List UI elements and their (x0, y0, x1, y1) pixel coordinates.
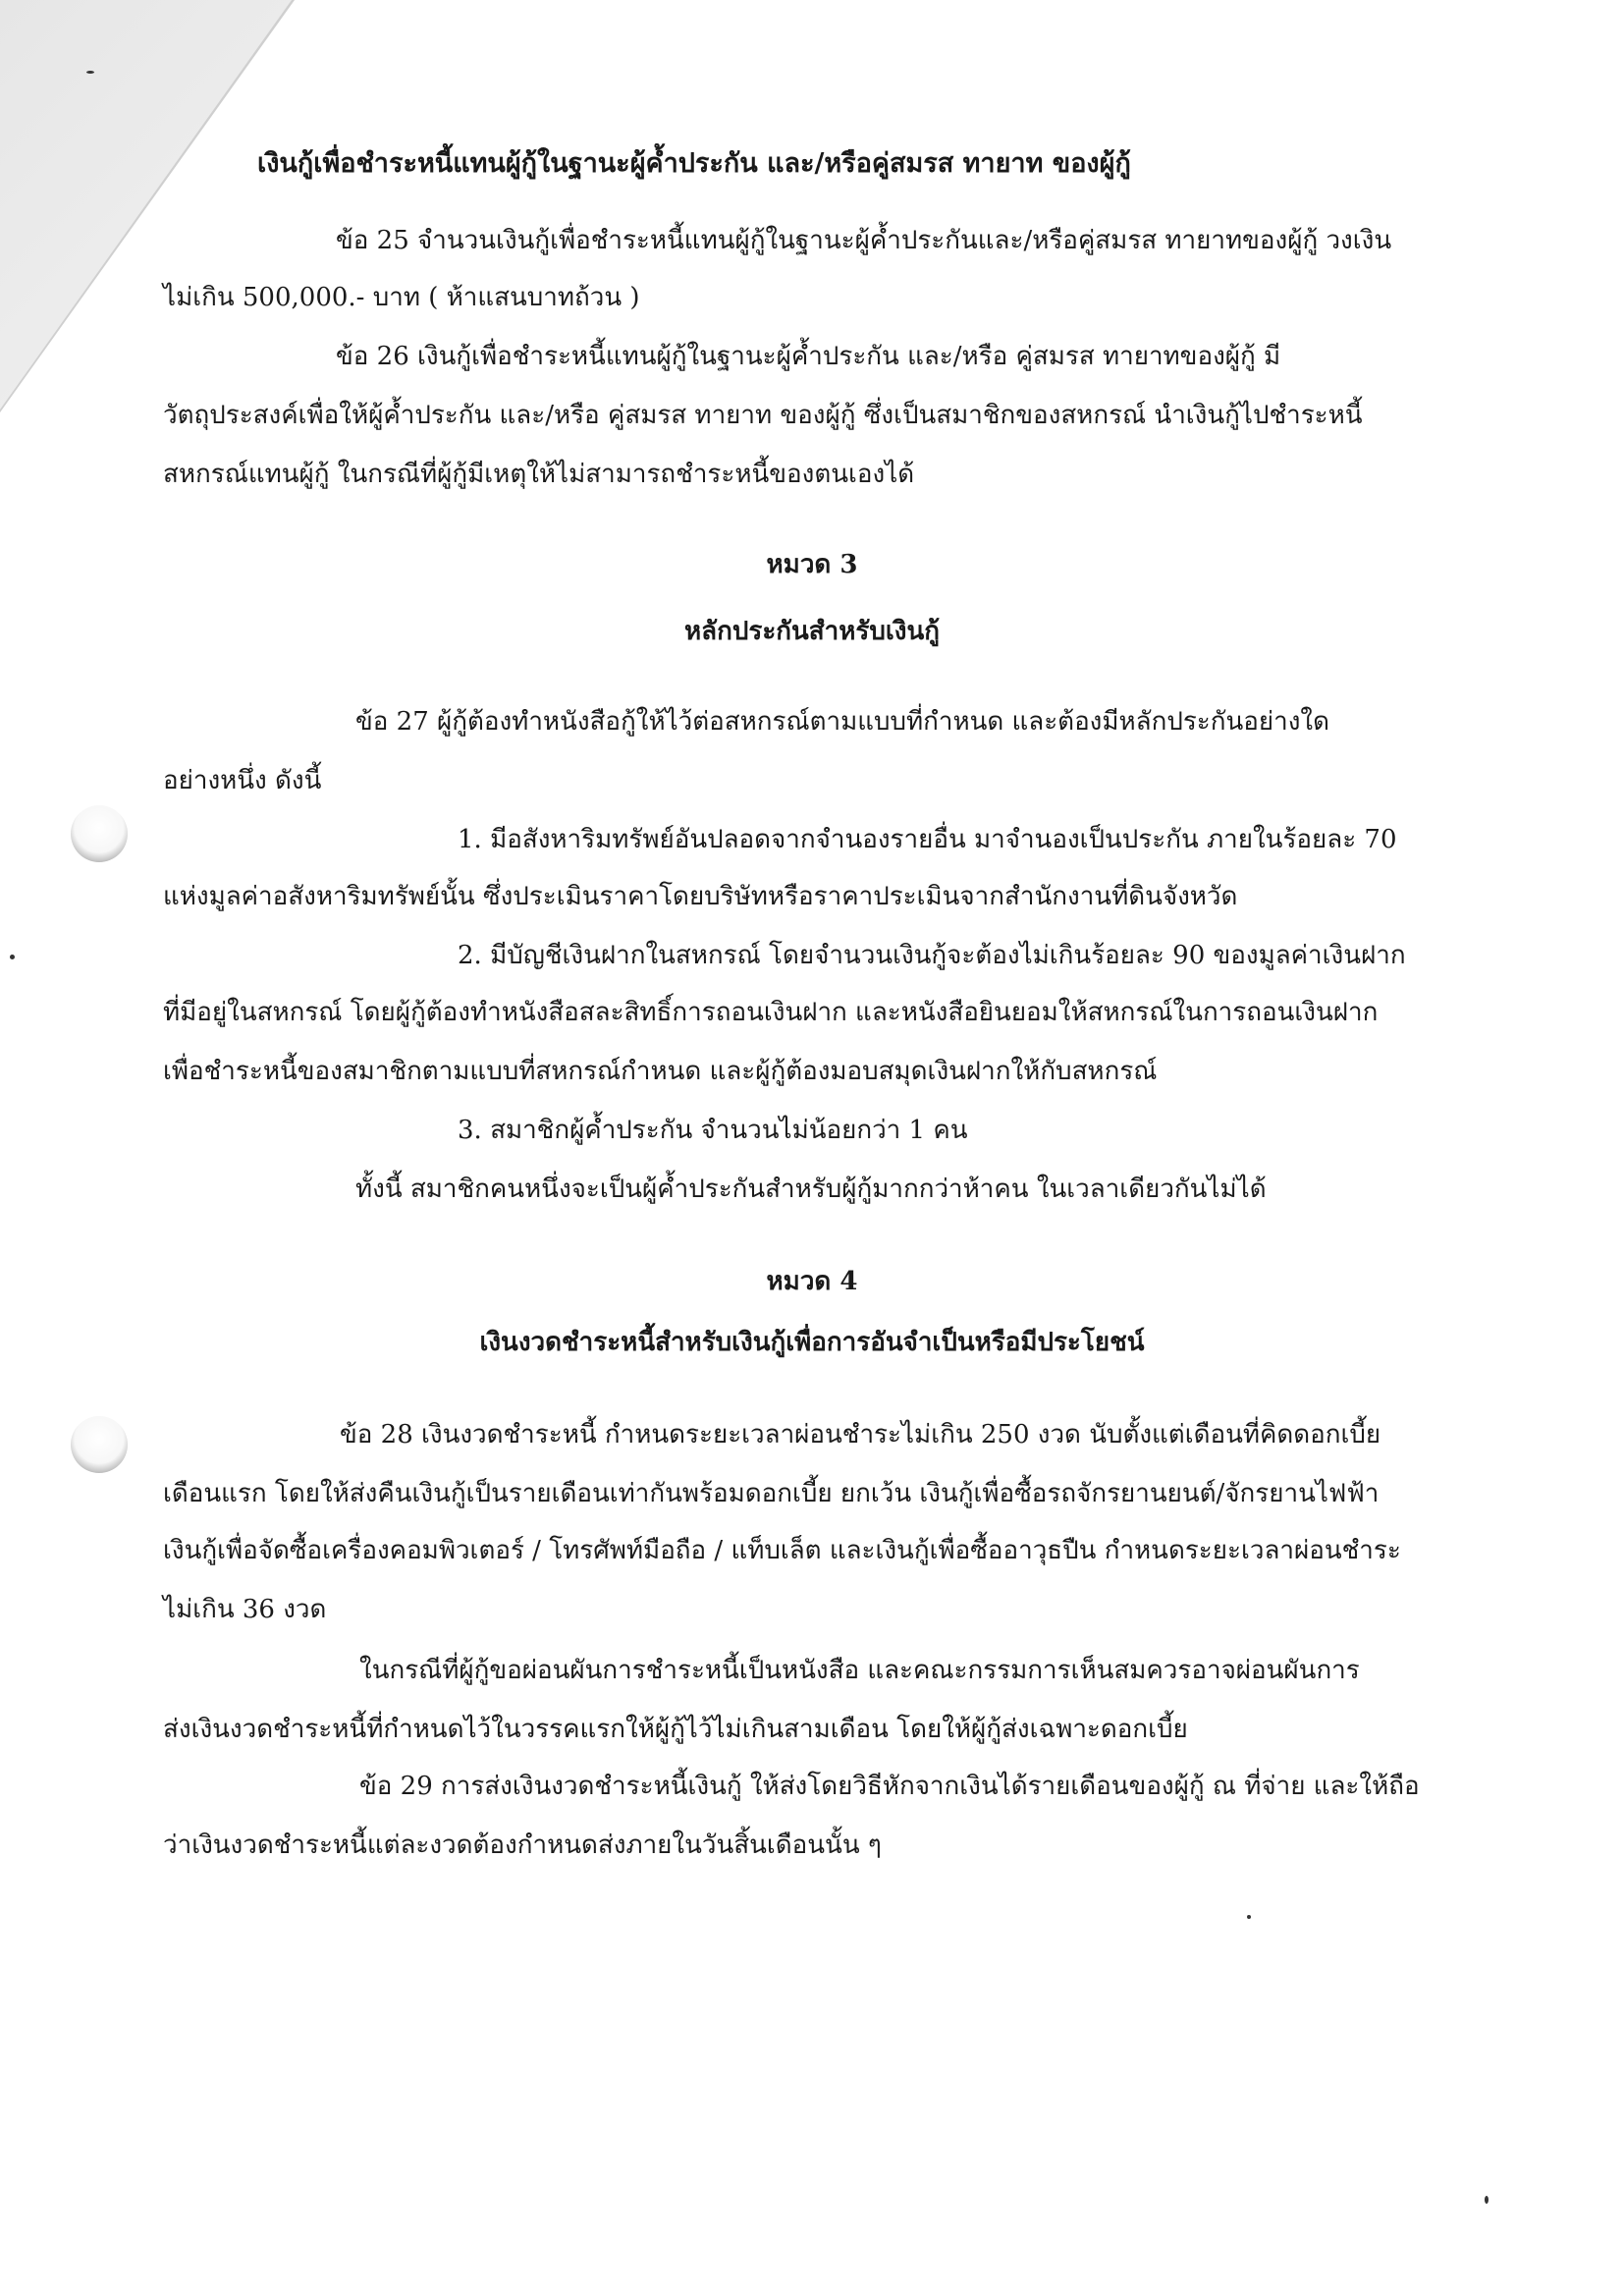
clause-27-line-2: อย่างหนึ่ง ดังนี้ (163, 766, 322, 795)
item-3: 3. สมาชิกผู้ค้ำประกัน จำนวนไม่น้อยกว่า 1 คน (458, 1116, 968, 1145)
clause-28-line-3: เงินกู้เพื่อจัดซื้อเครื่องคอมพิวเตอร์ / โทรศัพท์มือถือ / แท็บเล็ต และเงินกู้เพื่อซื้ออาวุธปืน กำหนดระยะเวลาผ่อนชำระ (163, 1536, 1401, 1565)
chapter-3-number: หมวด 3 (766, 550, 858, 579)
chapter-3-title: หลักประกันสำหรับเงินกู้ (684, 617, 940, 646)
item-2-line-3: เพื่อชำระหนี้ของสมาชิกตามแบบที่สหกรณ์กำหนด และผู้กู้ต้องมอบสมุดเงินฝากให้กับสหกรณ์ (163, 1057, 1158, 1086)
clause-27-line-1: ข้อ 27 ผู้กู้ต้องทำหนังสือกู้ให้ไว้ต่อสหกรณ์ตามแบบที่กำหนด และต้องมีหลักประกันอย่างใด (355, 707, 1329, 737)
item-1-line-2: แห่งมูลค่าอสังหาริมทรัพย์นั้น ซึ่งประเมินราคาโดยบริษัทหรือราคาประเมินจากสำนักงานที่ดินจังหวัด (163, 882, 1238, 911)
item-2-line-1: 2. มีบัญชีเงินฝากในสหกรณ์ โดยจำนวนเงินกู้จะต้องไม่เกินร้อยละ 90 ของมูลค่าเงินฝาก (458, 941, 1406, 970)
clause-28-line-1: ข้อ 28 เงินงวดชำระหนี้ กำหนดระยะเวลาผ่อนชำระไม่เกิน 250 งวด นับตั้งแต่เดือนที่คิดดอกเบี้ย (340, 1420, 1381, 1449)
clause-25-line-2: ไม่เกิน 500,000.- บาท ( ห้าแสนบาทถ้วน ) (163, 283, 640, 312)
clause-28-line-2: เดือนแรก โดยให้ส่งคืนเงินกู้เป็นรายเดือนเท่ากันพร้อมดอกเบี้ย ยกเว้น เงินกู้เพื่อซื้อรถจักรยานยนต์/จักรยานไฟฟ้า (163, 1479, 1380, 1508)
scan-speck (1247, 1915, 1251, 1919)
clause-26-line-1: ข้อ 26 เงินกู้เพื่อชำระหนี้แทนผู้กู้ในฐานะผู้ค้ำประกัน และ/หรือ คู่สมรส ทายาทของผู้กู้ มี (336, 342, 1281, 371)
chapter-4-number: หมวด 4 (766, 1267, 858, 1296)
clause-29-line-1: ข้อ 29 การส่งเงินงวดชำระหนี้เงินกู้ ให้ส่งโดยวิธีหักจากเงินได้รายเดือนของผู้กู้ ณ ที่จ่าย และให้ถือ (359, 1772, 1420, 1801)
punch-hole-top (71, 805, 128, 862)
item-2-line-2: ที่มีอยู่ในสหกรณ์ โดยผู้กู้ต้องทำหนังสือสละสิทธิ์การถอนเงินฝาก และหนังสือยินยอมให้สหกรณ์ในการถอนเงินฝาก (163, 998, 1379, 1027)
clause-28-extra-line-1: ในกรณีที่ผู้กู้ขอผ่อนผันการชำระหนี้เป็นหนังสือ และคณะกรรมการเห็นสมควรอาจผ่อนผันการ (359, 1656, 1360, 1685)
clause-26-line-2: วัตถุประสงค์เพื่อให้ผู้ค้ำประกัน และ/หรือ คู่สมรส ทายาท ของผู้กู้ ซึ่งเป็นสมาชิกของสหกรณ์ นำเงินกู้ไปชำระหนี้ (163, 401, 1363, 430)
punch-hole-bottom (71, 1416, 128, 1473)
scan-speck (86, 71, 94, 74)
item-1-line-1: 1. มีอสังหาริมทรัพย์อันปลอดจากจำนองรายอื่น มาจำนองเป็นประกัน ภายในร้อยละ 70 (458, 825, 1397, 854)
clause-29-line-2: ว่าเงินงวดชำระหนี้แต่ละงวดต้องกำหนดส่งภายในวันสิ้นเดือนนั้น ๆ (163, 1831, 882, 1860)
clause-26-line-3: สหกรณ์แทนผู้กู้ ในกรณีที่ผู้กู้มีเหตุให้ไม่สามารถชำระหนี้ของตนเองได้ (163, 460, 915, 489)
scan-speck (1485, 2196, 1489, 2204)
clause-28-line-4: ไม่เกิน 36 งวด (163, 1595, 327, 1624)
clause-28-extra-line-2: ส่งเงินงวดชำระหนี้ที่กำหนดไว้ในวรรคแรกให้ผู้กู้ไว้ไม่เกินสามเดือน โดยให้ผู้กู้ส่งเฉพาะดอกเบี้ย (163, 1715, 1188, 1744)
chapter-4-title: เงินงวดชำระหนี้สำหรับเงินกู้เพื่อการอันจำเป็นหรือมีประโยชน์ (479, 1328, 1145, 1357)
guarantor-note: ทั้งนี้ สมาชิกคนหนึ่งจะเป็นผู้ค้ำประกันสำหรับผู้กู้มากกว่าห้าคน ในเวลาเดียวกันไม่ได้ (355, 1175, 1267, 1204)
section-heading: เงินกู้เพื่อชำระหนี้แทนผู้กู้ในฐานะผู้ค้ำประกัน และ/หรือคู่สมรส ทายาท ของผู้กู้ (257, 148, 1131, 179)
clause-25-line-1: ข้อ 25 จำนวนเงินกู้เพื่อชำระหนี้แทนผู้กู้ในฐานะผู้ค้ำประกันและ/หรือคู่สมรส ทายาทของผู้กู้ วงเงิน (336, 226, 1392, 255)
scan-speck (10, 955, 15, 959)
